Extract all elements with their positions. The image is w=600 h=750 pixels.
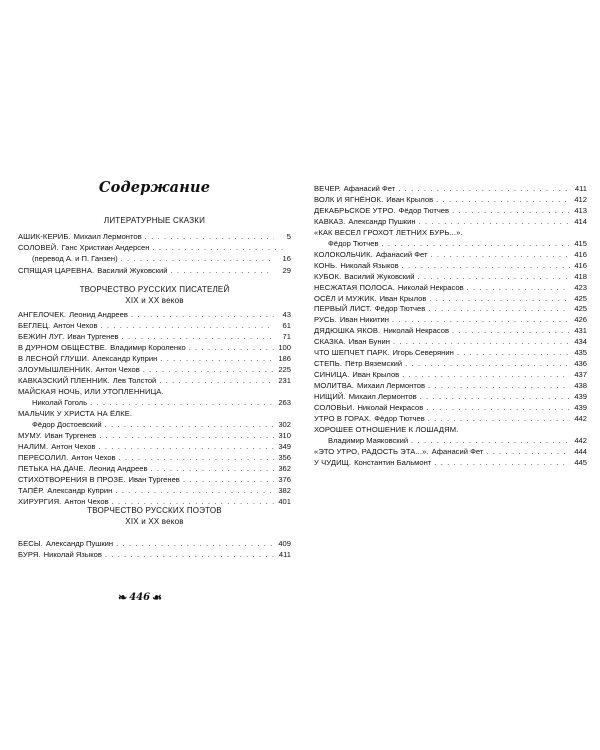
toc-entry-title: РУСЬ.: [314, 315, 337, 324]
toc-entry: [18, 408, 291, 419]
toc-entry-title: СТЕПЬ.: [314, 359, 343, 368]
section-heading-russian-poets: [18, 505, 291, 527]
toc-entry-page: 438: [574, 381, 587, 390]
toc-leader-dots: [90, 397, 274, 408]
toc-entry-author: Александр Пушкин: [348, 217, 416, 226]
toc-entry-title: ПЕРЕСОЛИЛ.: [18, 453, 69, 462]
toc-entry-page: 409: [278, 539, 291, 548]
toc-entry-title: ДЕКАБРЬСКОЕ УТРО.: [314, 206, 396, 215]
toc-entry-title: ПЕРВЫЙ ЛИСТ.: [314, 304, 372, 313]
toc-leader-dots: [100, 320, 274, 331]
toc-entry-author: Фёдор Тютчев: [374, 414, 425, 423]
toc-entry: [18, 331, 291, 342]
toc-entry-title: НАЛИМ.: [18, 442, 49, 451]
toc-entry-author: Константин Бальмонт: [354, 458, 432, 467]
toc-entry: [18, 485, 291, 496]
page-number: 446: [129, 592, 151, 603]
toc-entry-text: [314, 369, 399, 380]
toc-entry-author: Иван Крылов: [379, 294, 427, 303]
toc-entry-author: Николай Некрасов: [383, 326, 450, 335]
toc-entry-page: 445: [574, 458, 587, 467]
toc-entry-title: МУМУ.: [18, 431, 42, 440]
toc-entry-page: 413: [574, 206, 587, 215]
toc-entry-title: МОЛИТВА.: [314, 381, 355, 390]
toc-entry-text: [314, 227, 463, 238]
toc-entry-author: Иван Тургенев: [128, 475, 180, 484]
toc-entry: [314, 271, 587, 282]
toc-entry-author: Николай Гоголь: [32, 398, 88, 407]
toc-entry: [18, 463, 291, 474]
toc-entry: [18, 342, 291, 353]
section-heading-line: ТВОРЧЕСТВО РУССКИХ ПИСАТЕЛЕЙ: [79, 285, 230, 294]
toc-entry-title: СОЛОВЕЙ.: [18, 243, 59, 252]
toc-leader-dots: [486, 446, 570, 457]
toc-entry-title: ТАПЁР.: [18, 486, 45, 495]
toc-entry-text: [18, 538, 113, 549]
toc-entry-author: Фёдор Тютчев: [328, 239, 379, 248]
toc-leader-dots: [143, 364, 274, 375]
toc-entry-title: СКАЗКА.: [314, 337, 346, 346]
toc-entry-title: ХИРУРГИЯ.: [18, 497, 62, 506]
toc-entry-page: 71: [282, 332, 291, 341]
section-heading-line: ЛИТЕРАТУРНЫЕ СКАЗКИ: [103, 216, 206, 225]
toc-entry-text: [314, 402, 423, 413]
toc-entry-text: [314, 183, 395, 194]
toc-entry: [18, 538, 291, 549]
ornament-left-icon: ❧: [118, 591, 128, 604]
toc-entry-title: ЧТО ШЕПЧЕТ ПАРК.: [314, 348, 390, 357]
toc-entry-page: 435: [574, 348, 587, 357]
toc-entry-title: НЕСЖАТАЯ ПОЛОСА.: [314, 283, 395, 292]
toc-entry-page: 263: [278, 398, 291, 407]
toc-entry-page: 61: [282, 321, 291, 330]
toc-entry: [18, 474, 291, 485]
toc-entry-text: [18, 386, 164, 397]
toc-entry-title: СИНИЦА.: [314, 370, 350, 379]
section-subheading-line: XIX и XX веков: [125, 517, 184, 526]
toc-leader-dots: [428, 303, 570, 314]
toc-leader-dots: [382, 238, 570, 249]
toc-entry: [18, 320, 291, 331]
toc-entry-text: [314, 424, 458, 435]
toc-entry-author: Василий Жуковский: [344, 272, 415, 281]
toc-entry-text: [314, 205, 449, 216]
toc-entry-title: БЕЖИН ЛУГ.: [18, 332, 65, 341]
toc-entry-author: Фёдор Достоевский: [32, 420, 102, 429]
toc-leader-dots: [171, 265, 274, 276]
toc-entry-author: Александр Куприн: [47, 486, 113, 495]
toc-entry-page: 376: [278, 475, 291, 484]
toc-entry-text: [18, 253, 118, 264]
toc-entry-text: [18, 342, 186, 353]
toc-leader-dots: [457, 347, 570, 358]
toc-leader-dots: [392, 314, 570, 325]
toc-leader-dots: [434, 457, 570, 468]
toc-entry-title: В ЛЕСНОЙ ГЛУШИ.: [18, 354, 90, 363]
toc-entry-author: Афанасий Фет: [343, 184, 396, 193]
toc-entry-author: Михаил Лермонтов: [348, 392, 417, 401]
toc-entry-text: [18, 430, 96, 441]
toc-leader-dots: [452, 205, 570, 216]
toc-entry-title: НИЩИЙ.: [314, 392, 346, 401]
toc-entry-author: Афанасий Фет: [431, 447, 484, 456]
toc-entry-author: Николай Некрасов: [397, 283, 464, 292]
toc-entry-page: 425: [574, 294, 587, 303]
toc-entry-page: 356: [278, 453, 291, 462]
toc-entry-title: ДЯДЮШКА ЯКОВ.: [314, 326, 381, 335]
toc-entry-author: Игорь Северянин: [392, 348, 454, 357]
toc-entry-author: Михаил Лермонтов: [357, 381, 426, 390]
toc-leader-dots: [121, 253, 274, 264]
toc-entry: [314, 402, 587, 413]
toc-entry-text: [18, 474, 180, 485]
toc-entry-page: 16: [282, 254, 291, 263]
toc-leader-dots: [98, 441, 274, 452]
toc-entry-title: ОСЁЛ И МУЖИК.: [314, 294, 377, 303]
toc-entry-title: АШИК-КЕРИБ.: [18, 232, 71, 241]
toc-leader-dots: [420, 391, 570, 402]
toc-entry-page: 414: [574, 217, 587, 226]
toc-entry-title: «КАК ВЕСЕЛ ГРОХОТ ЛЕТНИХ БУРЬ...».: [314, 228, 463, 237]
toc-leader-dots: [426, 402, 570, 413]
toc-entry-title: КАВКАЗ.: [314, 217, 346, 226]
toc-entry-page: 231: [278, 376, 291, 385]
toc-entry-author: Владимир Короленко: [110, 343, 186, 352]
toc-leader-dots: [393, 336, 570, 347]
toc-entry-author: Фёдор Тютчев: [398, 206, 450, 215]
toc-leader-dots: [119, 452, 274, 463]
toc-entry-text: [18, 320, 97, 331]
toc-entry-text: [314, 216, 416, 227]
toc-entry-author: Иван Тургенев: [67, 332, 119, 341]
toc-entry-page: 431: [574, 326, 587, 335]
toc-entry-title: ВЕЧЕР.: [314, 184, 341, 193]
toc-leader-dots: [467, 282, 570, 293]
toc-entry-page: 186: [278, 354, 291, 363]
toc-entry: [314, 347, 587, 358]
toc-entry-text: [18, 485, 112, 496]
toc-entry-author: Антон Чехов: [51, 442, 96, 451]
toc-entry-text: [314, 336, 390, 347]
toc-entry-page: 412: [574, 195, 587, 204]
toc-entry-author: Фёдор Тютчев: [374, 304, 426, 313]
toc-entry-page: 411: [574, 184, 587, 193]
toc-entry-page: 442: [574, 436, 587, 445]
toc-entry-page: 423: [574, 283, 587, 292]
toc-entry-author: Иван Тургенев: [44, 431, 97, 440]
toc-leader-dots: [151, 463, 274, 474]
toc-entry: [314, 424, 587, 435]
toc-leader-dots: [405, 358, 570, 369]
toc-entry-title: БУРЯ.: [18, 550, 41, 559]
toc-entry-author: Василий Жуковский: [97, 266, 168, 275]
toc-entry-title: БЕГЛЕЦ.: [18, 321, 51, 330]
toc-entry-author: Николай Языков: [340, 261, 399, 270]
toc-entry-text: [18, 309, 128, 320]
toc-entry-page: 411: [278, 550, 291, 559]
toc-entry-title: СОЛОВЬИ.: [314, 403, 355, 412]
toc-entry-author: Иван Крылов: [386, 195, 434, 204]
toc-entry-text: [18, 408, 132, 419]
toc-entry-text: [314, 446, 483, 457]
toc-leader-dots: [402, 260, 570, 271]
toc-leader-dots: [115, 485, 274, 496]
toc-entry-text: [314, 358, 402, 369]
toc-leader-dots: [428, 413, 570, 424]
toc-entry-author: Афанасий Фет: [375, 250, 428, 259]
toc-entry: [18, 419, 291, 430]
toc-leader-dots: [419, 216, 570, 227]
toc-entry-page: 415: [574, 239, 587, 248]
toc-entry-text: [314, 238, 379, 249]
toc-leader-dots: [116, 538, 274, 549]
toc-entry: [18, 309, 291, 320]
toc-entry-text: [314, 314, 389, 325]
toc-entry: [18, 496, 291, 507]
toc-entry-author: Иван Крылов: [352, 370, 400, 379]
toc-entry-page: 401: [278, 497, 291, 506]
toc-entry: [314, 325, 587, 336]
toc-entry-page: 425: [574, 304, 587, 313]
toc-entry-page: 43: [282, 310, 291, 319]
toc-entry-title: МАЙСКАЯ НОЧЬ, ИЛИ УТОПЛЕННИЦА.: [18, 387, 164, 396]
toc-entry-text: [314, 413, 425, 424]
toc-entry-text: [314, 457, 431, 468]
toc-entry: [18, 441, 291, 452]
toc-entry-page: 437: [574, 370, 587, 379]
toc-entry-text: [314, 249, 428, 260]
toc-entry-title: КОНЬ.: [314, 261, 338, 270]
toc-entry: [314, 413, 587, 424]
toc-entry-author: Иван Бунин: [348, 337, 390, 346]
toc-leader-dots: [99, 430, 274, 441]
toc-entry-author: (перевод А. и П. Ганзен): [32, 254, 118, 263]
toc-entry-author: Пётр Вяземский: [345, 359, 403, 368]
toc-entry: [314, 227, 587, 238]
toc-entry-title: ПЕТЬКА НА ДАЧЕ.: [18, 464, 86, 473]
toc-entry-text: [314, 325, 449, 336]
toc-entry: [314, 369, 587, 380]
toc-entry: [314, 435, 587, 446]
ornament-right-icon: ☙: [152, 591, 162, 604]
toc-entry: [314, 336, 587, 347]
toc-entry-title: ЗЛОУМЫШЛЕННИК.: [18, 365, 93, 374]
toc-entry-text: [18, 419, 102, 430]
toc-entry: [18, 242, 291, 253]
toc-entry: [18, 375, 291, 386]
toc-leader-dots: [398, 183, 570, 194]
toc-entry: [314, 303, 587, 314]
toc-entry-title: ХОРОШЕЕ ОТНОШЕНИЕ К ЛОШАДЯМ.: [314, 425, 459, 434]
toc-entry-text: [18, 452, 116, 463]
toc-entry-title: УТРО В ГОРАХ.: [314, 414, 372, 423]
toc-entry-text: [18, 375, 156, 386]
toc-entry-author: Александр Куприн: [92, 354, 158, 363]
section-heading-literary-tales: [18, 215, 291, 226]
toc-entry: [314, 260, 587, 271]
toc-entry: [314, 358, 587, 369]
toc-leader-dots: [105, 419, 274, 430]
toc-entry-page: 418: [574, 272, 587, 281]
toc-entry-page: 439: [574, 403, 587, 412]
toc-leader-dots: [418, 271, 570, 282]
toc-entry-page: 382: [278, 486, 291, 495]
toc-entry: [18, 265, 291, 276]
toc-entry-author: Иван Никитин: [339, 315, 389, 324]
section-heading-russian-writers: [18, 284, 291, 306]
toc-entry-page: 416: [574, 250, 587, 259]
toc-entry-page: 416: [574, 261, 587, 270]
toc-entry-author: Леонид Андреев: [88, 464, 148, 473]
toc-entry-text: [18, 231, 142, 242]
toc-entry: [18, 231, 291, 242]
toc-entry: [314, 216, 587, 227]
toc-entry: [314, 391, 587, 402]
toc-leader-dots: [112, 496, 274, 507]
toc-entry-title: ВОЛК И ЯГНЁНОК.: [314, 195, 384, 204]
toc-entry-page: 5: [286, 232, 291, 241]
toc-entry-page: 310: [278, 431, 291, 440]
toc-leader-dots: [122, 331, 274, 342]
toc-entry-author: Николай Языков: [43, 550, 102, 559]
toc-entry-author: Александр Пушкин: [45, 539, 114, 548]
toc-entry-title: СПЯЩАЯ ЦАРЕВНА.: [18, 266, 95, 275]
toc-leader-dots: [131, 309, 274, 320]
toc-entry: [18, 364, 291, 375]
toc-entry-page: 362: [278, 464, 291, 473]
toc-entry-page: 436: [574, 359, 587, 368]
toc-entry: [18, 253, 291, 264]
toc-entry-page: 444: [574, 447, 587, 456]
toc-leader-dots: [160, 353, 274, 364]
toc-entry: [314, 282, 587, 293]
toc-leader-dots: [452, 325, 570, 336]
toc-entry-author: Антон Чехов: [53, 321, 98, 330]
page-number-folio: [118, 591, 162, 604]
toc-entry: [314, 183, 587, 194]
toc-leader-dots: [145, 231, 274, 242]
toc-entry-author: Лев Толстой: [112, 376, 157, 385]
toc-leader-dots: [105, 549, 274, 560]
toc-entry-text: [18, 265, 168, 276]
toc-entry-text: [18, 397, 87, 408]
toc-entry-text: [314, 271, 415, 282]
toc-entry: [18, 397, 291, 408]
toc-entry-title: МАЛЬЧИК У ХРИСТА НА ЁЛКЕ.: [18, 409, 133, 418]
toc-entry-text: [18, 549, 102, 560]
toc-entry-page: 100: [278, 343, 291, 352]
toc-entry-text: [18, 463, 148, 474]
toc-entry-author: Владимир Маяковский: [328, 436, 409, 445]
toc-entry-title: КАВКАЗСКИЙ ПЛЕННИК.: [18, 376, 110, 385]
toc-entry-page: 349: [278, 442, 291, 451]
toc-entry-text: [18, 441, 95, 452]
toc-entry-title: В ДУРНОМ ОБЩЕСТВЕ.: [18, 343, 108, 352]
toc-entry-text: [18, 353, 157, 364]
toc-entry-text: [314, 435, 408, 446]
toc-entry-text: [314, 194, 433, 205]
toc-entry-page: 225: [278, 365, 291, 374]
toc-entry-text: [314, 391, 417, 402]
toc-entry: [314, 314, 587, 325]
toc-entry-text: [314, 347, 454, 358]
toc-entry: [314, 446, 587, 457]
toc-entry-page: 442: [574, 414, 587, 423]
toc-entry: [18, 430, 291, 441]
toc-entry: [18, 386, 291, 397]
toc-entry-title: У ЧУДИЩ.: [314, 458, 352, 467]
toc-entry-title: БЕСЫ.: [18, 539, 43, 548]
toc-entry-page: 434: [574, 337, 587, 346]
toc-entry-page: 426: [574, 315, 587, 324]
toc-entry-text: [314, 303, 425, 314]
toc-entry-title: КОЛОКОЛЬЧИК.: [314, 250, 373, 259]
toc-entry-text: [18, 496, 109, 507]
toc-entry-title: АНГЕЛОЧЕК.: [18, 310, 67, 319]
section-subheading-line: XIX и XX веков: [125, 296, 184, 305]
toc-entry-author: Антон Чехов: [64, 497, 109, 506]
toc-leader-dots: [402, 369, 570, 380]
toc-leader-dots: [152, 242, 288, 253]
toc-entry-text: [314, 380, 425, 391]
toc-entry-text: [18, 331, 119, 342]
toc-leader-dots: [436, 194, 570, 205]
toc-entry-text: [18, 242, 149, 253]
toc-entry: [18, 549, 291, 560]
toc-entry-author: Ганс Христиан Андерсен: [61, 243, 150, 252]
toc-entry-text: [314, 282, 464, 293]
toc-entry: [18, 452, 291, 463]
toc-entry: [314, 457, 587, 468]
toc-entry-page: 29: [282, 266, 291, 275]
toc-entry-title: «ЭТО УТРО, РАДОСТЬ ЭТА...».: [314, 447, 429, 456]
toc-entry: [314, 194, 587, 205]
toc-entry-author: Николай Некрасов: [357, 403, 424, 412]
toc-leader-dots: [159, 375, 274, 386]
toc-entry-text: [314, 260, 399, 271]
toc-entry-text: [18, 364, 140, 375]
toc-leader-dots: [411, 435, 570, 446]
toc-leader-dots: [431, 249, 571, 260]
toc-entry-page: 302: [278, 420, 291, 429]
toc-entry: [314, 380, 587, 391]
section-heading-line: ТВОРЧЕСТВО РУССКИХ ПОЭТОВ: [87, 506, 222, 515]
toc-entry-author: Антон Чехов: [71, 453, 116, 462]
toc-entry-author: Леонид Андреев: [69, 310, 128, 319]
toc-entry-page: 439: [574, 392, 587, 401]
page-title: Содержание: [98, 179, 211, 196]
toc-entry: [314, 205, 587, 216]
toc-entry-title: СТИХОТВОРЕНИЯ В ПРОЗЕ.: [18, 475, 126, 484]
toc-leader-dots: [189, 342, 274, 353]
toc-entry-title: КУБОК.: [314, 272, 342, 281]
toc-entry: [314, 238, 587, 249]
toc-leader-dots: [428, 380, 570, 391]
toc-entry-author: Михаил Лермонтов: [73, 232, 142, 241]
toc-entry-author: Антон Чехов: [95, 365, 140, 374]
toc-leader-dots: [183, 474, 274, 485]
toc-entry: [18, 353, 291, 364]
toc-entry: [314, 249, 587, 260]
